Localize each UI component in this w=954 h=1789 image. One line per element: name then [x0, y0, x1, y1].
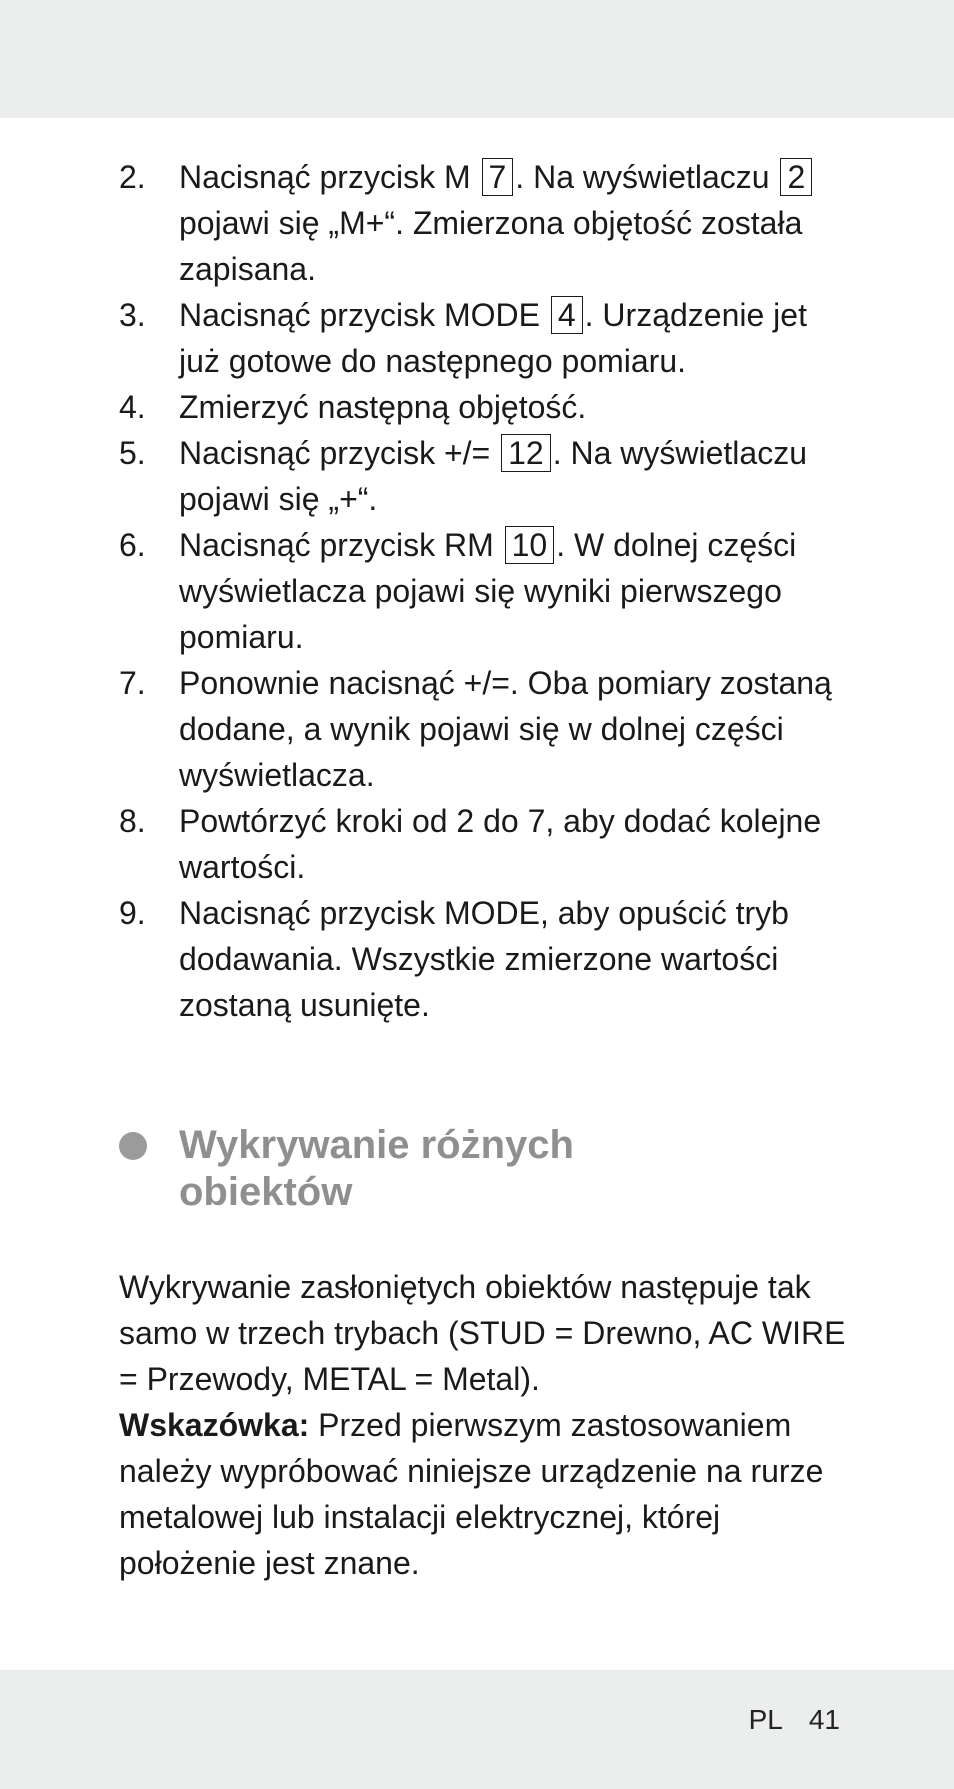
page-footer [749, 1704, 840, 1736]
reference-box: 12 [501, 434, 551, 472]
step-number: 8. [119, 803, 146, 839]
note-text: Przed pierwszym zastosowaniem należy wypróbować niniejsze urządzenie na rurze metalowej lub instalacji elektrycznej, której położenie jest znane. [119, 1407, 824, 1581]
step-item [119, 660, 839, 798]
note-label: Wskazówka: [119, 1407, 310, 1443]
section-heading [119, 1122, 839, 1216]
bullet-icon [119, 1132, 147, 1160]
step-number: 2. [119, 159, 146, 195]
step-text: Powtórzyć kroki od 2 do 7, aby dodać kolejne wartości. [179, 803, 822, 885]
step-text: Nacisnąć przycisk M [179, 159, 480, 195]
step-item [119, 798, 839, 890]
step-text: Nacisnąć przycisk MODE, aby opuścić tryb dodawania. Wszystkie zmierzone wartości zostaną usunięte. [179, 895, 789, 1023]
step-list [119, 154, 839, 1028]
reference-box: 2 [780, 158, 812, 196]
step-text: Ponownie nacisnąć +/=. Oba pomiary zostaną dodane, a wynik pojawi się w dolnej części wyświetlacza. [179, 665, 832, 793]
language-code: PL [748, 1704, 783, 1735]
step-item [119, 430, 839, 522]
step-number: 9. [119, 895, 146, 931]
top-band [0, 0, 954, 118]
step-number: 5. [119, 435, 146, 471]
section-title: Wykrywanie różnych obiektów [179, 1123, 574, 1214]
step-text: Zmierzyć następną objętość. [179, 389, 587, 425]
reference-box: 7 [482, 158, 514, 196]
page-number: 41 [808, 1704, 840, 1735]
step-text: Nacisnąć przycisk +/= [179, 435, 500, 471]
reference-box: 4 [551, 296, 583, 334]
step-item [119, 384, 839, 430]
step-item [119, 292, 839, 384]
step-text: . Na wyświetlaczu pojawi się „+“. [179, 435, 807, 517]
step-number: 6. [119, 527, 146, 563]
step-text: pojawi się „M+“. Zmierzona objętość została zapisana. [179, 205, 803, 287]
section-body [119, 1264, 849, 1586]
step-text: Nacisnąć przycisk MODE [179, 297, 549, 333]
step-text: . Urządzenie jet już gotowe do następnego pomiaru. [179, 297, 807, 379]
step-text: . W dolnej części wyświetlacza pojawi się wyniki pierwszego pomiaru. [179, 527, 797, 655]
step-number: 3. [119, 297, 146, 333]
step-text: . Na wyświetlaczu [515, 159, 779, 195]
step-item [119, 154, 839, 292]
note-paragraph [119, 1402, 849, 1586]
reference-box: 10 [505, 526, 555, 564]
step-item [119, 890, 839, 1028]
intro-paragraph: Wykrywanie zasłoniętych obiektów następuje tak samo w trzech trybach (STUD = Drewno, AC WIRE = Przewody, METAL = Metal). [119, 1269, 846, 1397]
step-number: 4. [119, 389, 146, 425]
step-text: Nacisnąć przycisk RM [179, 527, 503, 563]
step-item [119, 522, 839, 660]
step-number: 7. [119, 665, 146, 701]
